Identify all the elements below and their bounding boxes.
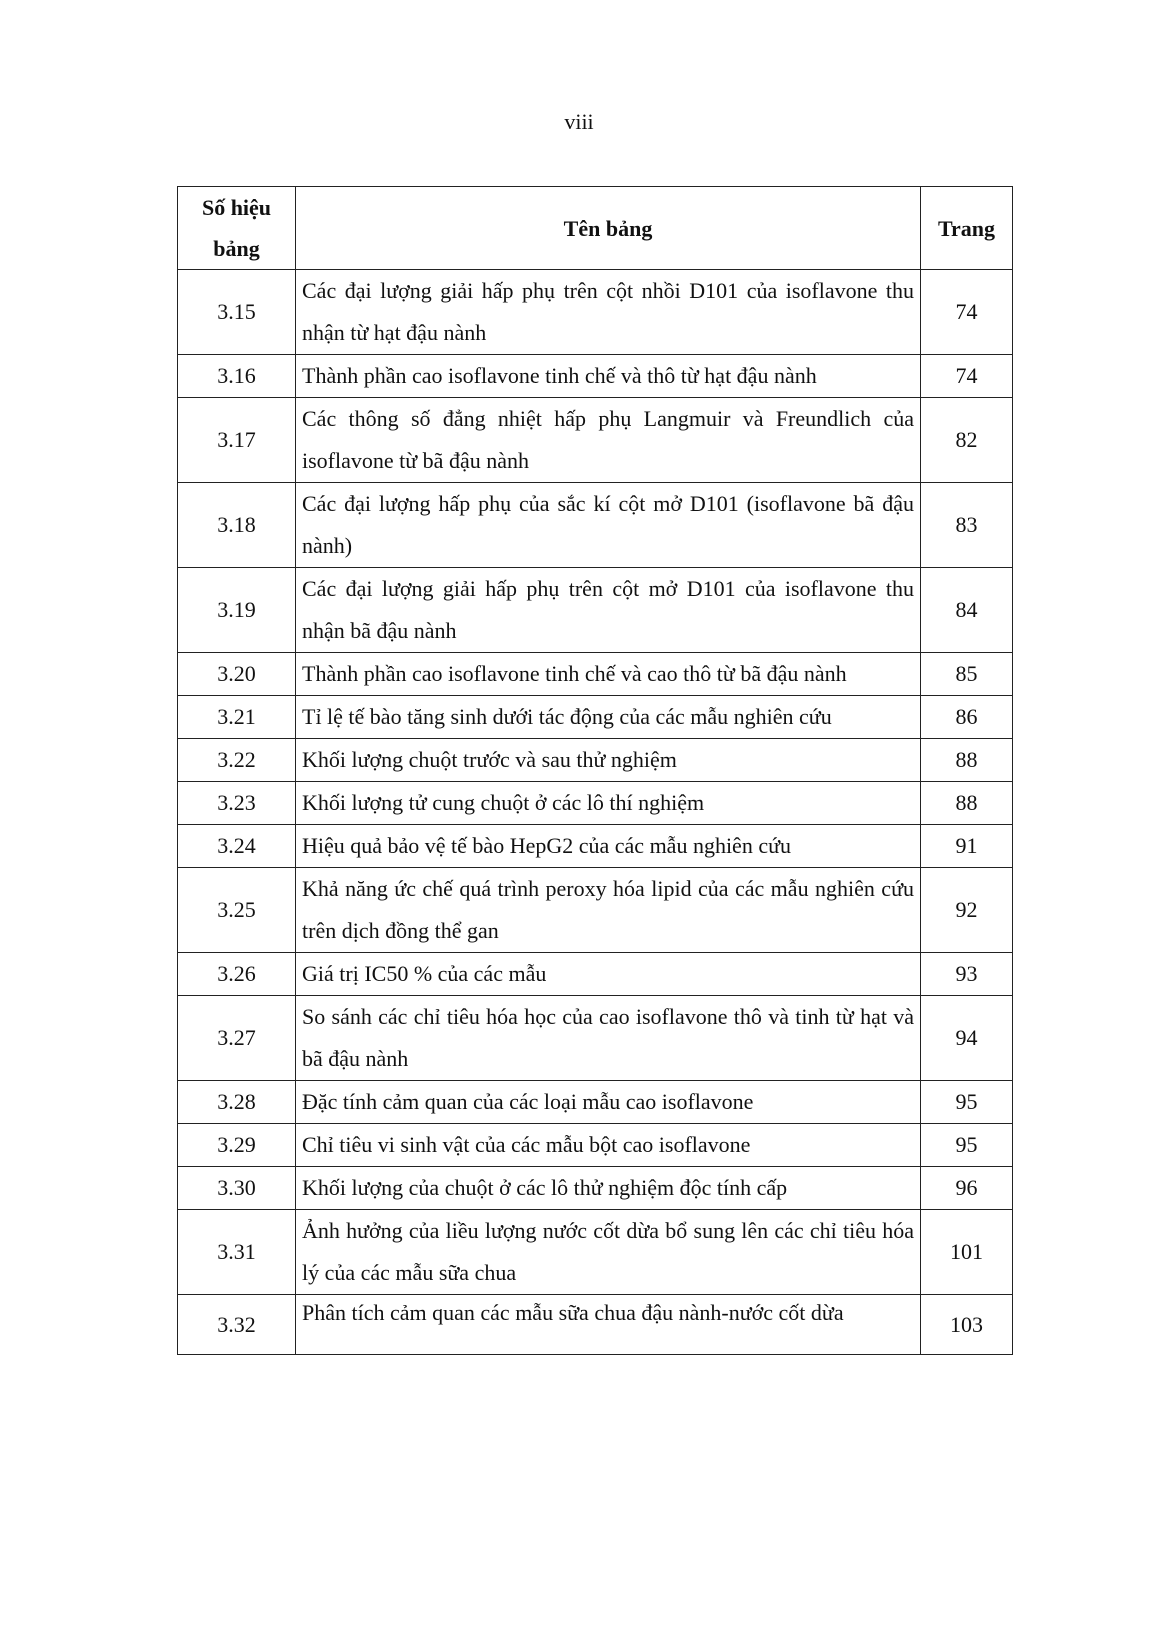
table-header-row xyxy=(178,187,1013,270)
page-number: viii xyxy=(564,109,594,134)
table-number: 3.17 xyxy=(178,398,296,483)
table-page: 92 xyxy=(921,868,1013,953)
table-page: 86 xyxy=(921,696,1013,739)
table-number: 3.20 xyxy=(178,653,296,696)
table-title: Các đại lượng giải hấp phụ trên cột nhồi D101 của isoflavone thu nhận từ hạt đậu nành xyxy=(296,270,921,355)
table-page: 74 xyxy=(921,270,1013,355)
table-title: Khối lượng tử cung chuột ở các lô thí nghiệm xyxy=(296,782,921,825)
table-number: 3.15 xyxy=(178,270,296,355)
table-row xyxy=(178,270,1013,355)
table-title: Ảnh hưởng của liều lượng nước cốt dừa bổ sung lên các chỉ tiêu hóa lý của các mẫu sữa chua xyxy=(296,1210,921,1295)
table-number: 3.21 xyxy=(178,696,296,739)
table-number: 3.28 xyxy=(178,1081,296,1124)
table-title: Hiệu quả bảo vệ tế bào HepG2 của các mẫu nghiên cứu xyxy=(296,825,921,868)
table-number: 3.18 xyxy=(178,483,296,568)
table-row xyxy=(178,868,1013,953)
table-page: 95 xyxy=(921,1124,1013,1167)
table-title: Khối lượng chuột trước và sau thử nghiệm xyxy=(296,739,921,782)
table-row xyxy=(178,1124,1013,1167)
table-number: 3.26 xyxy=(178,953,296,996)
table-row xyxy=(178,1081,1013,1124)
table-number: 3.24 xyxy=(178,825,296,868)
table-row xyxy=(178,996,1013,1081)
table-row xyxy=(178,825,1013,868)
table-page: 95 xyxy=(921,1081,1013,1124)
table-number: 3.22 xyxy=(178,739,296,782)
table-row xyxy=(178,483,1013,568)
table-page: 96 xyxy=(921,1167,1013,1210)
table-title: Tỉ lệ tế bào tăng sinh dưới tác động của các mẫu nghiên cứu xyxy=(296,696,921,739)
table-page: 82 xyxy=(921,398,1013,483)
table-page: 103 xyxy=(921,1295,1013,1355)
table-title: Đặc tính cảm quan của các loại mẫu cao isoflavone xyxy=(296,1081,921,1124)
header-number: Số hiệu bảng xyxy=(178,187,296,270)
table-title: Các đại lượng hấp phụ của sắc kí cột mở D101 (isoflavone bã đậu nành) xyxy=(296,483,921,568)
table-number: 3.16 xyxy=(178,355,296,398)
table-row xyxy=(178,568,1013,653)
table-title: Các thông số đẳng nhiệt hấp phụ Langmuir và Freundlich của isoflavone từ bã đậu nành xyxy=(296,398,921,483)
table-page: 85 xyxy=(921,653,1013,696)
table-number: 3.29 xyxy=(178,1124,296,1167)
table-row xyxy=(178,1167,1013,1210)
table-page: 94 xyxy=(921,996,1013,1081)
table-page: 91 xyxy=(921,825,1013,868)
table-page: 83 xyxy=(921,483,1013,568)
table-page: 84 xyxy=(921,568,1013,653)
table-row xyxy=(178,696,1013,739)
table-row xyxy=(178,953,1013,996)
table-number: 3.32 xyxy=(178,1295,296,1355)
header-title: Tên bảng xyxy=(296,187,921,270)
table-row xyxy=(178,1295,1013,1355)
table-number: 3.23 xyxy=(178,782,296,825)
table-number: 3.19 xyxy=(178,568,296,653)
table-title: Thành phần cao isoflavone tinh chế và thô từ hạt đậu nành xyxy=(296,355,921,398)
table-row xyxy=(178,355,1013,398)
table-row xyxy=(178,398,1013,483)
table-page: 88 xyxy=(921,739,1013,782)
table-title: Giá trị IC50 % của các mẫu xyxy=(296,953,921,996)
table-page: 101 xyxy=(921,1210,1013,1295)
table-row xyxy=(178,1210,1013,1295)
header-page: Trang xyxy=(921,187,1013,270)
table-title: Thành phần cao isoflavone tinh chế và cao thô từ bã đậu nành xyxy=(296,653,921,696)
table-title: Phân tích cảm quan các mẫu sữa chua đậu nành-nước cốt dừa xyxy=(296,1295,921,1355)
table-page: 88 xyxy=(921,782,1013,825)
table-page: 74 xyxy=(921,355,1013,398)
table-row xyxy=(178,739,1013,782)
list-of-tables xyxy=(177,186,1013,1355)
table-row xyxy=(178,782,1013,825)
table-number: 3.31 xyxy=(178,1210,296,1295)
table-title: Khối lượng của chuột ở các lô thử nghiệm độc tính cấp xyxy=(296,1167,921,1210)
table-number: 3.25 xyxy=(178,868,296,953)
table-number: 3.27 xyxy=(178,996,296,1081)
table-title: Các đại lượng giải hấp phụ trên cột mở D101 của isoflavone thu nhận bã đậu nành xyxy=(296,568,921,653)
table-number: 3.30 xyxy=(178,1167,296,1210)
table-title: Chỉ tiêu vi sinh vật của các mẫu bột cao isoflavone xyxy=(296,1124,921,1167)
table-page: 93 xyxy=(921,953,1013,996)
table-row xyxy=(178,653,1013,696)
table-title: Khả năng ức chế quá trình peroxy hóa lipid của các mẫu nghiên cứu trên dịch đồng thể gan xyxy=(296,868,921,953)
table-title: So sánh các chỉ tiêu hóa học của cao isoflavone thô và tinh từ hạt và bã đậu nành xyxy=(296,996,921,1081)
